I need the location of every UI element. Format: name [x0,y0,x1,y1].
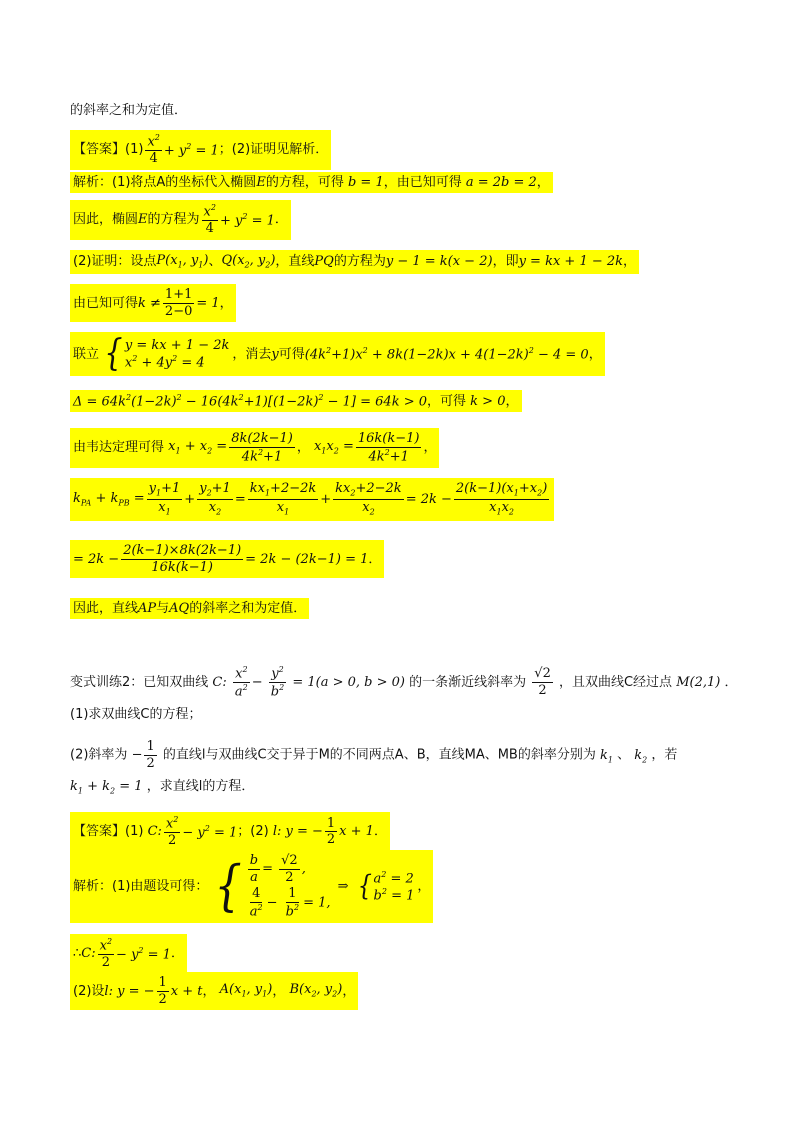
solution-line-8: $k_{PA} + k_{PB}$ = $\frac{y_1+1}{x_1}$ + $\frac{y_2+1}{x_2}$ = $\frac{kx_1+2-2k}{x_1}$ + $\frac{kx_2+2-2k}{x_2}$ = 2k − $\frac{2(k-1)(x_1+x_2)}{x_1x_2}$ [70,478,554,521]
problem-2-q1: (1)求双曲线C的方程； [70,707,202,722]
solution-2-line-1: 解析：(1)由题设可得： { $\frac{b}{a}$ = $\frac{√2}{2}$ , $\frac{4}{a^2}$ − $\frac{1}{b^2}$ = 1, ⇒ { $a^2 = 2$ $b^2 = 1$ ， [70,850,433,923]
solution-2-line-3: (2)设 l: y = − $\frac{1}{2}$ x + t ， $A(x_1$, $y_1$) ， $B(x_2$, $y_2$) ， [70,972,358,1010]
problem-2-statement: 变式训练2：已知双曲线 C: $\frac{x^2}{a^2}$ − $\frac{y^2}{b^2}$ = 1(a > 0, b > 0) 的一条渐近线斜率为 $\frac{√2}{2}$ ，且双曲线C经过点 M(2,1) ． [70,665,738,700]
text-line-1: 的斜率之和为定值． [70,103,188,118]
solution-line-2: 因此，椭圆 E 的方程为 $\frac{x^2}{4}$ + $y^2 = 1$ ． [70,200,291,240]
solution-line-1: 解析：(1)将点A的坐标代入椭圆 E 的方程，可得 b = 1 ，由已知可得 a = 2b = 2 ， [70,172,553,193]
answer-label-2: 【答案】 [73,824,126,840]
solution-line-7: 由韦达定理可得 $x_1 + x_2$ = $\frac{8k(2k-1)}{4k^2+1}$ ， $x_1x_2$ = $\frac{16k(k-1)}{4k^2+1}$ ， [70,428,439,468]
answer-1-line: 【答案】 (1) $\frac{x^2}{4}$ + $y^2 = 1$ ； (2)证明见解析． [70,130,331,170]
solution-line-6: $\Delta = 64k^2(1-2k)^2 - 16(4k^2+1)[(1-2k)^2 - 1] = 64k > 0$ ，可得 k > 0 ， [70,390,522,412]
problem-2-q2-cont: $k_1 + k_2 = 1$ ，求直线l的方程． [70,779,255,796]
solution-line-3: (2)证明：设点 $P(x_1$, $y_1$) 、 $Q(x_2$, $y_2$) ，直线 PQ 的方程为 y − 1 = k(x − 2) ，即 y = kx + 1 − 2k ， [70,250,639,274]
problem-2-q2: (2)斜率为 − $\frac{1}{2}$ 的直线l与双曲线C交于异于M的不同两点A、B，直线MA、MB的斜率分别为 $k_1$ 、 $k_2$ ，若 [70,739,678,771]
solution-line-10: 因此，直线 AP 与 AQ 的斜率之和为定值． [70,598,309,619]
solution-line-4: 由已知可得 k ≠ $\frac{1+1}{2-0}$ = 1 ， [70,284,236,322]
solution-line-5: 联立 { y = kx + 1 − 2k $x^2 + 4y^2 = 4$ ，消去 y 可得 $(4k^2+1)x^2 + 8k(1-2k)x + 4(1-2k)^2 - 4 = 0$ ， [70,332,605,376]
answer-2-line: 【答案】 (1) C: $\frac{x^2}{2}$ − $y^2 = 1$ ； (2) l: y = − $\frac{1}{2}$ x + 1 ． [70,812,390,852]
solution-2-line-2: ∴ C: $\frac{x^2}{2}$ − $y^2 = 1$ ． [70,934,187,974]
solution-line-9: = 2k − $\frac{2(k-1)\times 8k(2k-1)}{16k(k-1)}$ = 2k − (2k−1) = 1 ． [70,540,384,578]
answer-label: 【答案】 [73,142,126,158]
